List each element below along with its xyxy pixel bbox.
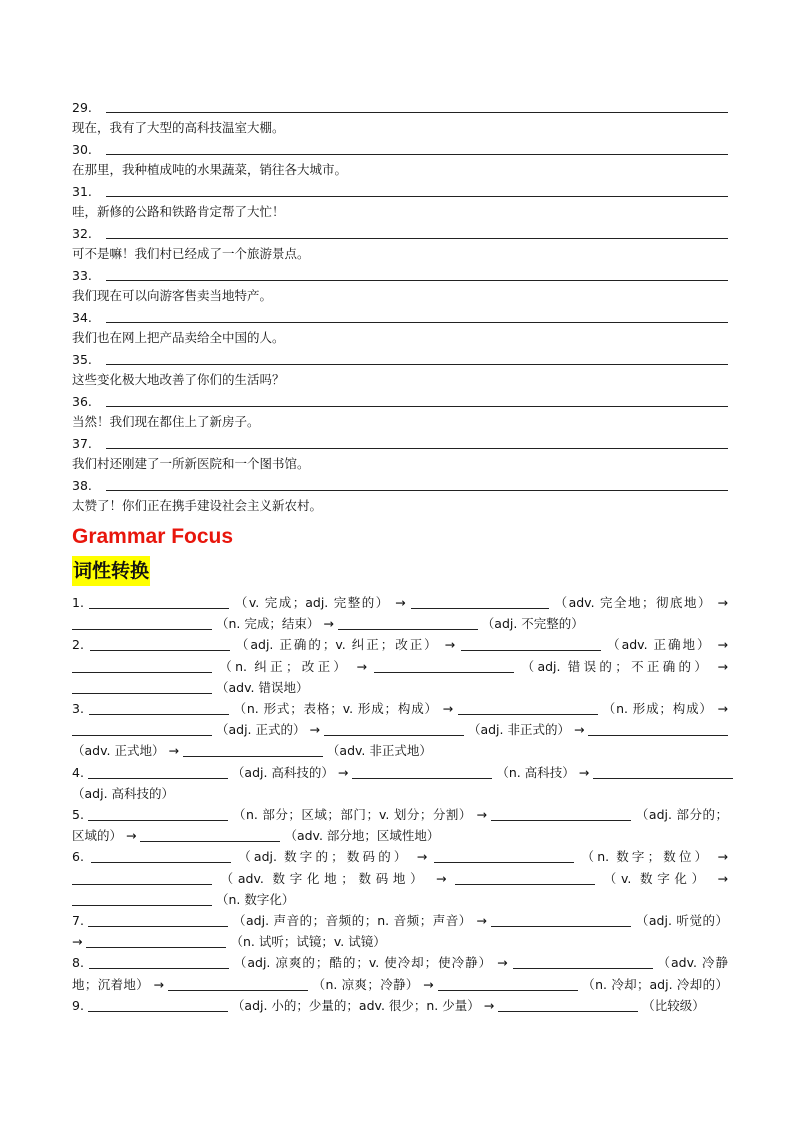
chinese-sentence: 这些变化极大地改善了你们的生活吗？ bbox=[72, 372, 285, 387]
hint-text: （adv. 错误地） bbox=[215, 679, 309, 695]
hint-text: （adv. 冷静 bbox=[657, 955, 728, 971]
hint-text: （n. 部分；区域；部门；v. 划分；分割） bbox=[232, 807, 472, 823]
hint-text: （n. 数字化） bbox=[215, 891, 295, 907]
vocab-line bbox=[72, 762, 728, 783]
subsection-title: 词性转换 bbox=[72, 556, 150, 586]
blank-field[interactable] bbox=[491, 805, 631, 821]
answer-line[interactable] bbox=[106, 392, 728, 407]
hint-text: （n. 冷却；adj. 冷却的） bbox=[582, 976, 728, 992]
hint-text: （v. 数字化） bbox=[603, 870, 709, 886]
arrow-icon: → bbox=[416, 849, 428, 865]
chinese-sentence: 可不是嘛！我们村已经成了一个旅游景点。 bbox=[72, 246, 310, 261]
hint-text: （n. 形成；构成） bbox=[602, 701, 713, 717]
hint-text: （adj. 听觉的） bbox=[635, 913, 729, 929]
vocab-line bbox=[72, 719, 728, 740]
hint-text: （n. 数字；数位） bbox=[581, 849, 711, 865]
arrow-icon: → bbox=[717, 701, 729, 717]
arrow-icon: → bbox=[356, 658, 368, 674]
item-number: 9. bbox=[72, 997, 84, 1013]
arrow-icon: → bbox=[423, 976, 434, 992]
chinese-sentence: 当然！我们现在都住上了新房子。 bbox=[72, 414, 260, 429]
vocab-line bbox=[72, 868, 728, 889]
item-number: 1. bbox=[72, 595, 84, 610]
vocab-line bbox=[72, 677, 728, 698]
answer-line[interactable] bbox=[106, 98, 728, 113]
blank-field[interactable] bbox=[491, 911, 631, 927]
hint-text: （adj. 数字的；数码的） bbox=[238, 849, 410, 865]
blank-field[interactable] bbox=[72, 657, 212, 673]
hint-text: （adj. 小的；少量的；adv. 很少；n. 少量） bbox=[231, 997, 480, 1013]
section-title: Grammar Focus bbox=[72, 525, 234, 548]
blank-field[interactable] bbox=[88, 911, 228, 927]
arrow-icon: → bbox=[337, 764, 349, 780]
blank-field[interactable] bbox=[458, 699, 598, 715]
blank-field[interactable] bbox=[86, 932, 226, 948]
arrow-icon: → bbox=[444, 637, 456, 653]
hint-text: （adj. 非正式的） bbox=[467, 722, 570, 738]
blank-field[interactable] bbox=[455, 869, 595, 885]
arrow-icon: → bbox=[717, 637, 728, 653]
hint-text: （adv. 正确地） bbox=[607, 637, 712, 653]
blank-field[interactable] bbox=[411, 593, 549, 609]
arrow-icon: → bbox=[497, 955, 508, 971]
subsection-heading bbox=[72, 556, 728, 590]
item-number: 37. bbox=[72, 436, 92, 451]
hint-text: （adv. 非正式地） bbox=[326, 743, 432, 759]
blank-field[interactable] bbox=[498, 996, 638, 1012]
answer-line[interactable] bbox=[106, 266, 728, 281]
hint-text: （n. 纠正；改正） bbox=[219, 658, 350, 674]
vocab-line bbox=[72, 656, 728, 677]
vocab-line bbox=[72, 613, 728, 634]
blank-field[interactable] bbox=[89, 953, 229, 969]
blank-field[interactable] bbox=[438, 975, 578, 991]
arrow-icon: → bbox=[435, 870, 447, 886]
arrow-icon: → bbox=[573, 722, 585, 738]
blank-field[interactable] bbox=[352, 763, 492, 779]
worksheet-page bbox=[72, 96, 728, 1016]
item-number: 7. bbox=[72, 913, 84, 929]
hint-text: （v. 完成；adj. 完整的） bbox=[234, 595, 390, 610]
chinese-sentence: 现在，我有了大型的高科技温室大棚。 bbox=[72, 120, 285, 135]
vocab-line bbox=[72, 889, 728, 910]
hint-text: （n. 形式；表格；v. 形成；构成） bbox=[233, 701, 438, 717]
blank-field[interactable] bbox=[72, 678, 212, 694]
arrow-icon: → bbox=[483, 997, 495, 1013]
blank-field[interactable] bbox=[593, 763, 733, 779]
hint-text: （adj. 错误的；不正确的） bbox=[521, 658, 711, 674]
answer-line[interactable] bbox=[106, 140, 728, 155]
hint-text: （adv. 正式地） bbox=[72, 743, 165, 759]
vocab-line bbox=[72, 846, 728, 867]
hint-text: （n. 完成；结束） bbox=[215, 616, 320, 632]
hint-text: （adv. 数字化地；数码地） bbox=[220, 870, 428, 886]
arrow-icon: → bbox=[578, 764, 590, 780]
blank-field[interactable] bbox=[88, 763, 228, 779]
blank-field[interactable] bbox=[89, 593, 229, 609]
blank-field[interactable] bbox=[588, 720, 728, 736]
hint-text: （n. 凉爽；冷静） bbox=[312, 976, 419, 992]
hint-text: （adv. 部分地；区域性地） bbox=[284, 828, 440, 844]
blank-field[interactable] bbox=[461, 635, 601, 651]
vocab-line bbox=[72, 740, 728, 761]
chinese-sentence: 在那里，我种植成吨的水果蔬菜，销往各大城市。 bbox=[72, 162, 348, 177]
answer-line[interactable] bbox=[106, 350, 728, 365]
blank-field[interactable] bbox=[72, 614, 212, 630]
hint-text: （adj. 高科技的） bbox=[231, 764, 334, 780]
blank-field[interactable] bbox=[513, 953, 653, 969]
answer-row bbox=[72, 138, 728, 159]
blank-field[interactable] bbox=[168, 975, 308, 991]
hint-text: （adj. 不完整的） bbox=[481, 616, 584, 632]
item-number: 32. bbox=[72, 226, 92, 241]
item-number: 4. bbox=[72, 764, 84, 780]
blank-field[interactable] bbox=[89, 699, 229, 715]
vocab-line bbox=[72, 783, 728, 804]
item-number: 30. bbox=[72, 142, 92, 157]
hint-text: （adj. 凉爽的；酷的；v. 使冷却；使冷静） bbox=[233, 955, 493, 971]
hint-text: （adj. 部分的； bbox=[635, 807, 729, 823]
item-number: 8. bbox=[72, 955, 84, 971]
answer-row bbox=[72, 264, 728, 285]
answer-line[interactable] bbox=[106, 182, 728, 197]
word-form-section bbox=[72, 592, 728, 1016]
blank-field[interactable] bbox=[140, 826, 280, 842]
answer-row bbox=[72, 306, 728, 327]
item-number: 3. bbox=[72, 701, 84, 717]
blank-field[interactable] bbox=[90, 635, 230, 651]
hint-text: （adj. 正确的；v. 纠正；改正） bbox=[235, 637, 439, 653]
arrow-icon: → bbox=[72, 934, 83, 950]
answer-row bbox=[72, 96, 728, 117]
hint-text: 区域的） bbox=[72, 828, 123, 844]
answer-row bbox=[72, 348, 728, 369]
arrow-icon: → bbox=[126, 828, 137, 844]
arrow-icon: → bbox=[168, 743, 179, 759]
item-number: 34. bbox=[72, 310, 92, 325]
hint-text: （adv. 完全地；彻底地） bbox=[554, 595, 712, 610]
arrow-icon: → bbox=[717, 870, 728, 886]
blank-field[interactable] bbox=[374, 657, 514, 673]
chinese-sentence: 我们现在可以向游客售卖当地特产。 bbox=[72, 288, 273, 303]
vocab-line bbox=[72, 910, 728, 931]
item-number: 29. bbox=[72, 100, 92, 115]
arrow-icon: → bbox=[717, 595, 728, 610]
blank-field[interactable] bbox=[338, 614, 478, 630]
hint-text: 地；沉着地） bbox=[72, 976, 150, 992]
arrow-icon: → bbox=[717, 849, 728, 865]
vocab-line bbox=[72, 995, 728, 1016]
arrow-icon: → bbox=[442, 701, 454, 717]
chinese-sentence: 我们也在网上把产品卖给全中国的人。 bbox=[72, 330, 285, 345]
answer-row bbox=[72, 432, 728, 453]
item-number: 35. bbox=[72, 352, 92, 367]
vocab-line bbox=[72, 804, 728, 825]
answer-line[interactable] bbox=[106, 224, 728, 239]
vocab-line bbox=[72, 592, 728, 613]
translation-section bbox=[72, 96, 728, 516]
arrow-icon: → bbox=[476, 807, 487, 823]
chinese-sentence: 哇，新修的公路和铁路肯定帮了大忙！ bbox=[72, 204, 285, 219]
item-number: 2. bbox=[72, 637, 84, 653]
arrow-icon: → bbox=[717, 658, 728, 674]
hint-text: （n. 高科技） bbox=[496, 764, 575, 780]
blank-field[interactable] bbox=[88, 996, 228, 1012]
blank-field[interactable] bbox=[91, 847, 231, 863]
hint-text: （adj. 正式的） bbox=[215, 722, 306, 738]
item-number: 6. bbox=[72, 849, 84, 865]
vocab-line bbox=[72, 952, 728, 973]
arrow-icon: → bbox=[153, 976, 164, 992]
hint-text: （n. 试听；试镜；v. 试镜） bbox=[230, 934, 386, 950]
hint-text: （比较级） bbox=[642, 997, 705, 1013]
blank-field[interactable] bbox=[88, 805, 228, 821]
vocab-line bbox=[72, 634, 728, 655]
blank-field[interactable] bbox=[183, 741, 323, 757]
vocab-line bbox=[72, 974, 728, 995]
arrow-icon: → bbox=[476, 913, 487, 929]
chinese-sentence: 我们村还刚建了一所新医院和一个图书馆。 bbox=[72, 456, 310, 471]
vocab-line bbox=[72, 698, 728, 719]
arrow-icon: → bbox=[395, 595, 406, 610]
answer-line[interactable] bbox=[106, 434, 728, 449]
blank-field[interactable] bbox=[72, 869, 212, 885]
vocab-line bbox=[72, 825, 728, 846]
blank-field[interactable] bbox=[72, 720, 212, 736]
item-number: 33. bbox=[72, 268, 92, 283]
answer-row bbox=[72, 474, 728, 495]
answer-row bbox=[72, 222, 728, 243]
vocab-line bbox=[72, 931, 728, 952]
blank-field[interactable] bbox=[72, 890, 212, 906]
item-number: 36. bbox=[72, 394, 92, 409]
item-number: 38. bbox=[72, 478, 92, 493]
blank-field[interactable] bbox=[434, 847, 574, 863]
answer-row bbox=[72, 390, 728, 411]
arrow-icon: → bbox=[323, 616, 334, 632]
item-number: 5. bbox=[72, 807, 84, 823]
answer-line[interactable] bbox=[106, 308, 728, 323]
chinese-sentence: 太赞了！你们正在携手建设社会主义新农村。 bbox=[72, 498, 323, 513]
hint-text: （adj. 声音的；音频的；n. 音频；声音） bbox=[232, 913, 472, 929]
item-number: 31. bbox=[72, 184, 92, 199]
hint-text: （adj. 高科技的） bbox=[72, 785, 175, 801]
answer-row bbox=[72, 180, 728, 201]
blank-field[interactable] bbox=[324, 720, 464, 736]
answer-line[interactable] bbox=[106, 476, 728, 491]
arrow-icon: → bbox=[309, 722, 320, 738]
